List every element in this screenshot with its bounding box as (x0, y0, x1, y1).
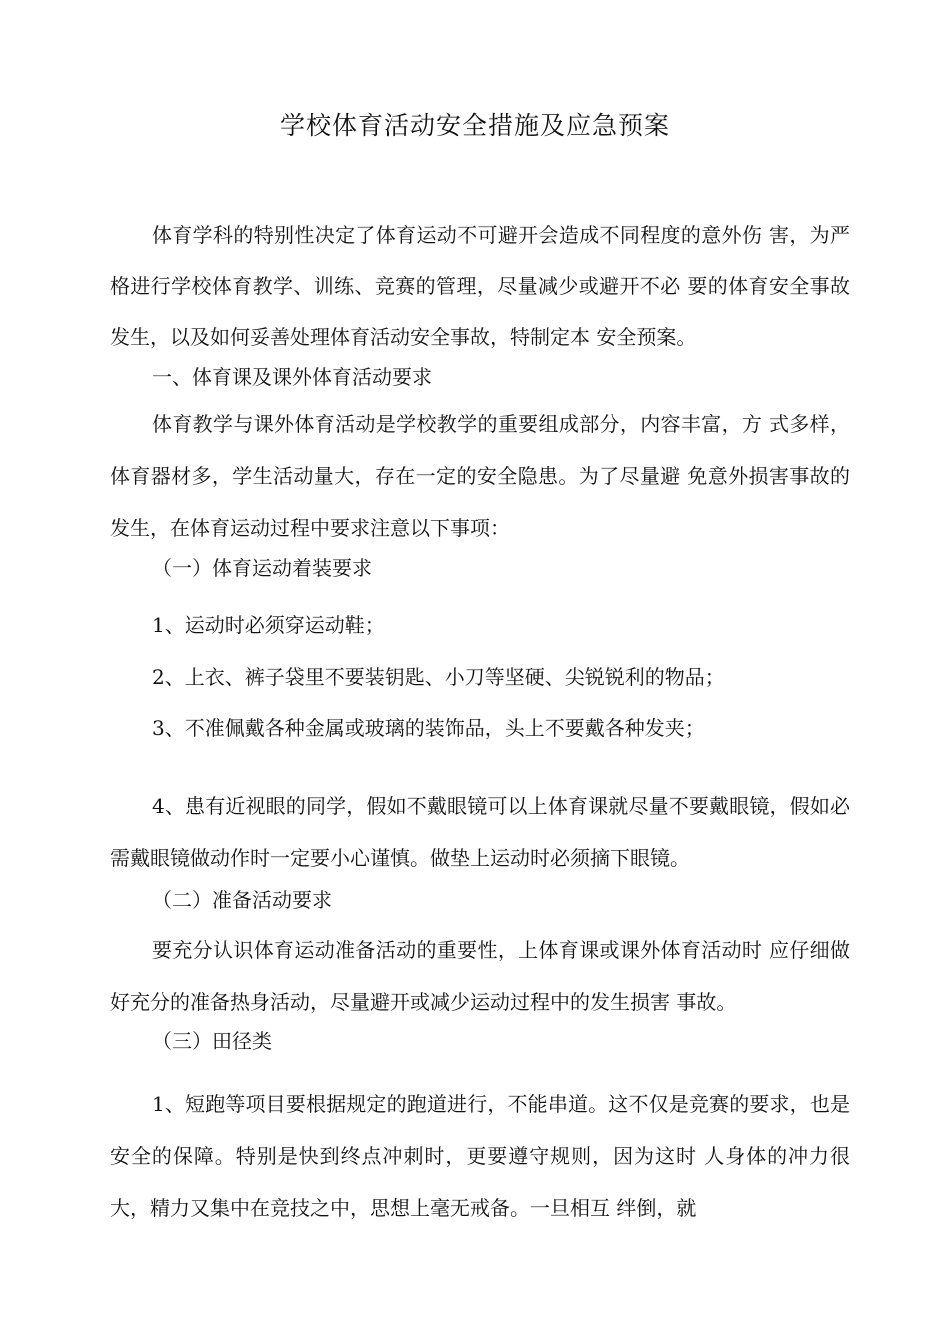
list-item: 3、不准佩戴各种金属或玻璃的装饰品，头上不要戴各种发夹； (152, 716, 705, 740)
subsection-body: 1、短跑等项目要根据规定的跑道进行，不能串道。这不仅是竞赛的要求，也是安全的保障。特别是快到终点冲刺时，更要遵守规则，因为这时 人身体的冲力很大，精力又集中在竞技之中，思想上毫无戒备。一旦相互 绊倒，就 (110, 1092, 850, 1220)
section-body: 体育教学与课外体育活动是学校教学的重要组成部分，内容丰富，方 式多样，体育器材多，学生活动量大，存在一定的安全隐患。为了尽量避 免意外损害事故的发生，在体育运动过程中要求注意以下事项： (110, 412, 850, 540)
subsection-heading: （一）体育运动着装要求 (152, 556, 372, 580)
intro-paragraph: 体育学科的特别性决定了体育运动不可避开会造成不同程度的意外伤 害，为严格进行学校体育教学、训练、竞赛的管理，尽量减少或避开不必 要的体育安全事故发生，以及如何妥善处理体育活动安全事故，特制定本 安全预案。 (110, 223, 850, 349)
list-item: 1、运动时必须穿运动鞋； (152, 613, 385, 637)
list-item: 2、上衣、裤子袋里不要装钥匙、小刀等坚硬、尖锐锐利的物品； (152, 665, 725, 689)
list-item: 4、患有近视眼的同学，假如不戴眼镜可以上体育课就尽量不要戴眼镜，假如必需戴眼镜做动作时一定要小心谨慎。做垫上运动时必须摘下眼镜。 (110, 794, 850, 870)
subsection-body: 要充分认识体育运动准备活动的重要性，上体育课或课外体育活动时 应仔细做好充分的准备热身活动，尽量避开或减少运动过程中的发生损害 事故。 (110, 938, 850, 1014)
section-heading: 一、体育课及课外体育活动要求 (152, 365, 432, 389)
subsection-heading: （二）准备活动要求 (152, 888, 332, 912)
page-title: 学校体育活动安全措施及应急预案 (279, 111, 670, 140)
subsection-heading: （三）田径类 (152, 1029, 272, 1053)
